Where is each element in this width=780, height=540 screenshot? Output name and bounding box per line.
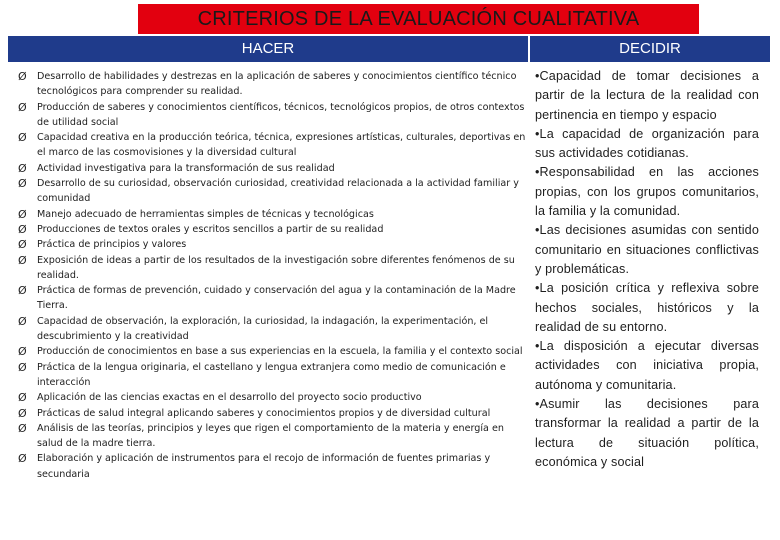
arrow-bullet-icon: Ø <box>18 391 27 405</box>
list-item-text: Capacidad de observación, la exploración, la curiosidad, la indagación, la experimentación, el descubrimiento y la creatividad <box>37 315 489 343</box>
list-item <box>18 390 528 405</box>
list-item-text: Prácticas de salud integral aplicando saberes y conocimientos propios y de diversidad cultural <box>37 407 491 419</box>
list-item <box>18 344 528 359</box>
arrow-bullet-icon: Ø <box>18 284 27 298</box>
arrow-bullet-icon: Ø <box>18 100 27 114</box>
list-item <box>18 451 528 482</box>
list-item <box>18 237 528 252</box>
arrow-bullet-icon: Ø <box>18 222 27 236</box>
list-item-text: Práctica de la lengua originaria, el castellano y lengua extranjera como medio de comunicación e interacción <box>37 361 506 388</box>
slide-title: CRITERIOS DE LA EVALUACIÓN CUALITATIVA <box>138 4 699 34</box>
list-item <box>18 176 528 207</box>
list-item <box>18 421 528 452</box>
list-item-text: Desarrollo de habilidades y destrezas en la aplicación de saberes y conocimientos científico técnico tecnológicos para comprender su realidad. <box>37 71 517 98</box>
list-item <box>18 253 528 284</box>
arrow-bullet-icon: Ø <box>18 253 27 267</box>
decidir-item: •Responsabilidad en las acciones propias, con los grupos comunitarios, la familia y la comunidad. <box>535 165 759 219</box>
list-item <box>18 207 528 222</box>
arrow-bullet-icon: Ø <box>18 70 27 83</box>
list-item-text: Exposición de ideas a partir de los resultados de la investigación sobre diferentes fenómenos de su realidad. <box>37 254 515 281</box>
list-item-text: Producción de saberes y conocimientos científicos, técnicos, tecnológicos propios, de otros contextos de utilidad social <box>37 101 525 128</box>
list-item-text: Aplicación de las ciencias exactas en el desarrollo del proyecto socio productivo <box>37 392 422 404</box>
decidir-item: •Asumir las decisiones para transformar la realidad a partir de la lectura de situación política, económica y social <box>535 397 759 469</box>
list-item <box>18 222 528 237</box>
list-item-text: Manejo adecuado de herramientas simples de técnicas y tecnológicas <box>37 208 374 220</box>
list-item-text: Producciones de textos orales y escritos sencillos a partir de su realidad <box>37 223 384 235</box>
arrow-bullet-icon: Ø <box>18 238 27 252</box>
arrow-bullet-icon: Ø <box>18 421 27 435</box>
arrow-bullet-icon: Ø <box>18 131 27 145</box>
arrow-bullet-icon: Ø <box>18 177 27 191</box>
column-headers <box>8 36 770 62</box>
decidir-item: •Las decisiones asumidas con sentido comunitario en situaciones conflictivas y problemáticas. <box>535 223 759 276</box>
list-item-text: Producción de conocimientos en base a sus experiencias en la escuela, la familia y el contexto social <box>37 346 523 358</box>
header-decidir: DECIDIR <box>530 36 770 62</box>
arrow-bullet-icon: Ø <box>18 314 27 328</box>
decidir-item: •La capacidad de organización para sus actividades cotidianas. <box>535 126 759 161</box>
arrow-bullet-icon: Ø <box>18 406 27 420</box>
list-item-text: Práctica de formas de prevención, cuidado y conservación del agua y la contaminación de la Madre Tierra. <box>37 285 516 312</box>
arrow-bullet-icon: Ø <box>18 161 27 175</box>
list-item-text: Análisis de las teorías, principios y leyes que rigen el comportamiento de la materia y energía en salud de la madre tierra. <box>37 422 504 450</box>
arrow-bullet-icon: Ø <box>18 452 27 466</box>
list-item-text: Práctica de principios y valores <box>37 239 187 251</box>
header-hacer: HACER <box>8 36 528 62</box>
list-item-text: Capacidad creativa en la producción teórica, técnica, expresiones artísticas, culturales, deportivas en el marco de las cosmovisiones y la diversidad cultural <box>37 132 526 159</box>
decidir-criteria-list <box>535 67 759 472</box>
list-item <box>18 130 528 161</box>
list-item <box>18 314 528 345</box>
list-item-text: Actividad investigativa para la transformación de sus realidad <box>37 162 335 174</box>
list-item <box>18 100 528 131</box>
decidir-item: •La posición crítica y reflexiva sobre hechos sociales, históricos y la realidad de su entorno. <box>535 281 759 334</box>
hacer-criteria-list <box>18 69 528 482</box>
list-item <box>18 69 528 100</box>
decidir-item: •Capacidad de tomar decisiones a partir de la lectura de la realidad con pertinencia en tiempo y espacio <box>535 69 759 122</box>
list-item <box>18 360 528 391</box>
decidir-item: •La disposición a ejecutar diversas actividades con iniciativa propia, autónoma y comunitaria. <box>535 339 759 392</box>
list-item <box>18 283 528 314</box>
list-item <box>18 161 528 176</box>
arrow-bullet-icon: Ø <box>18 207 27 221</box>
list-item <box>18 406 528 421</box>
list-item-text: Elaboración y aplicación de instrumentos para el recojo de información de fuentes primarias y secundaria <box>37 453 491 480</box>
arrow-bullet-icon: Ø <box>18 345 27 359</box>
list-item-text: Desarrollo de su curiosidad, observación curiosidad, creatividad relacionada a la actividad familiar y comunidad <box>37 178 519 205</box>
arrow-bullet-icon: Ø <box>18 360 27 374</box>
